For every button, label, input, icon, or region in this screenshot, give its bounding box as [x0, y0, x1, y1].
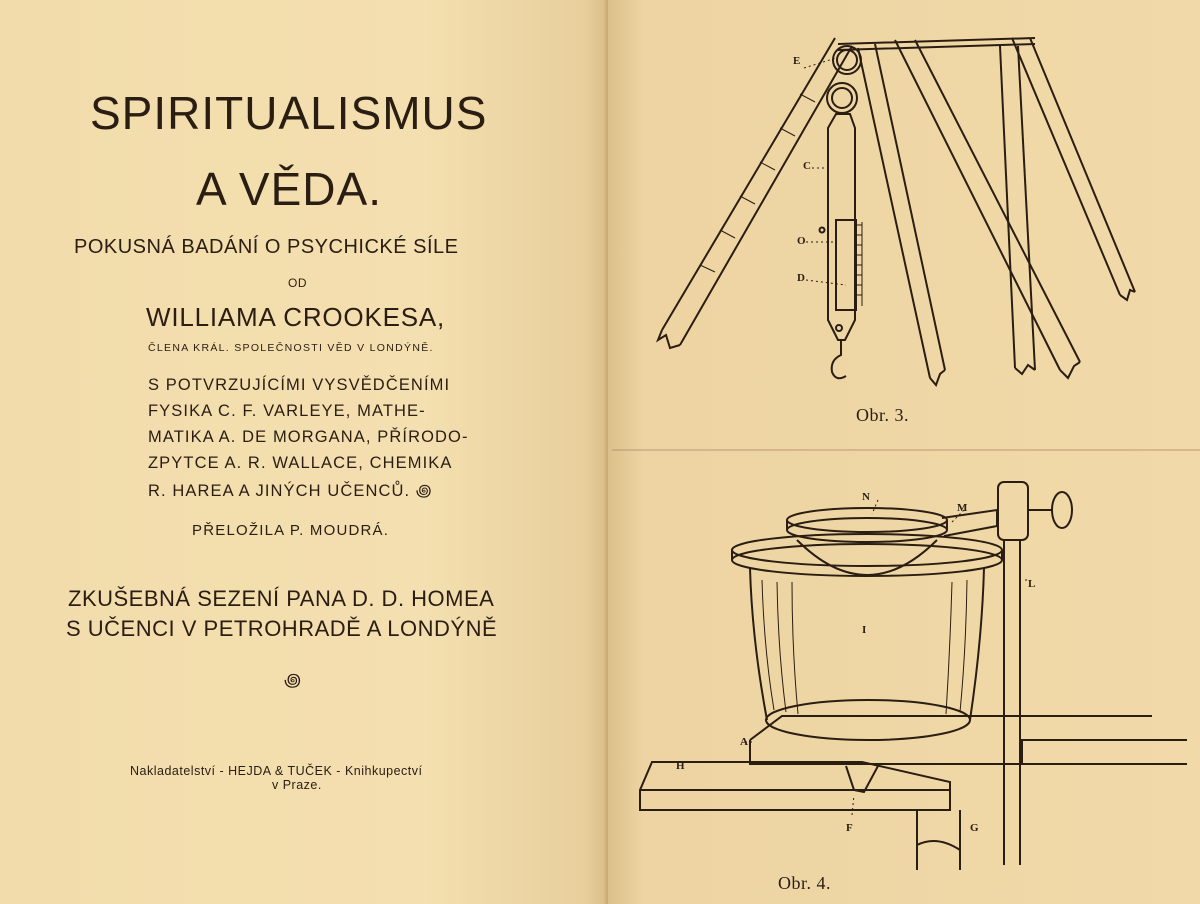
fig4-label-h: H — [676, 760, 685, 772]
fig3-label-e: E — [793, 55, 801, 67]
confirmation-line: MATIKA A. DE MORGANA, PŘÍRODO- — [148, 428, 469, 446]
author-name: WILLIAMA CROOKESA, — [146, 302, 446, 332]
confirmation-line: ZPYTCE A. R. WALLACE, CHEMIKA — [148, 454, 453, 472]
figure-3-illustration — [640, 10, 1140, 395]
fig4-label-m: M — [957, 502, 968, 514]
page-fold — [612, 449, 1200, 451]
title-line-2: A VĚDA. — [196, 163, 382, 215]
figure-4-caption: Obr. 4. — [778, 873, 831, 893]
publisher-line-2: v Praze. — [272, 778, 322, 792]
figure-4-illustration — [632, 470, 1192, 870]
author-membership: ČLENA KRÁL. SPOLEČNOSTI VĚD V LONDÝNĚ. — [148, 342, 434, 354]
fig3-label-o: O — [797, 235, 806, 247]
publisher-line-1: Nakladatelství - HEJDA & TUČEK - Knihkupectví — [130, 764, 423, 778]
subtitle: POKUSNÁ BADÁNÍ O PSYCHICKÉ SÍLE — [74, 236, 459, 258]
figure-3-caption: Obr. 3. — [856, 405, 909, 425]
fig4-label-f: F — [846, 822, 853, 834]
confirmation-line: R. HAREA A JINÝCH UČENCŮ. ꩜ — [148, 482, 433, 500]
fig3-label-c: C — [803, 160, 811, 172]
fig4-label-l: L — [1028, 578, 1036, 590]
confirmation-line: S POTVRZUJÍCÍMI VYSVĚDČENÍMI — [148, 376, 451, 394]
fig3-label-d: D — [797, 272, 805, 284]
title-line-1: SPIRITUALISMUS — [90, 87, 488, 139]
by-label: OD — [288, 276, 307, 290]
fig4-label-i: I — [862, 624, 867, 636]
fig4-label-g: G — [970, 822, 979, 834]
sessions-line-2: S UČENCI V PETROHRADĚ A LONDÝNĚ — [66, 616, 498, 641]
fig4-label-a: A — [740, 736, 748, 748]
confirmation-line: FYSIKA C. F. VARLEYE, MATHE- — [148, 402, 426, 420]
sessions-line-1: ZKUŠEBNÁ SEZENÍ PANA D. D. HOMEA — [68, 586, 495, 611]
translator-credit: PŘELOŽILA P. MOUDRÁ. — [192, 522, 390, 539]
fig4-label-n: N — [862, 491, 870, 503]
ornament-icon: ꩜ — [284, 670, 302, 690]
